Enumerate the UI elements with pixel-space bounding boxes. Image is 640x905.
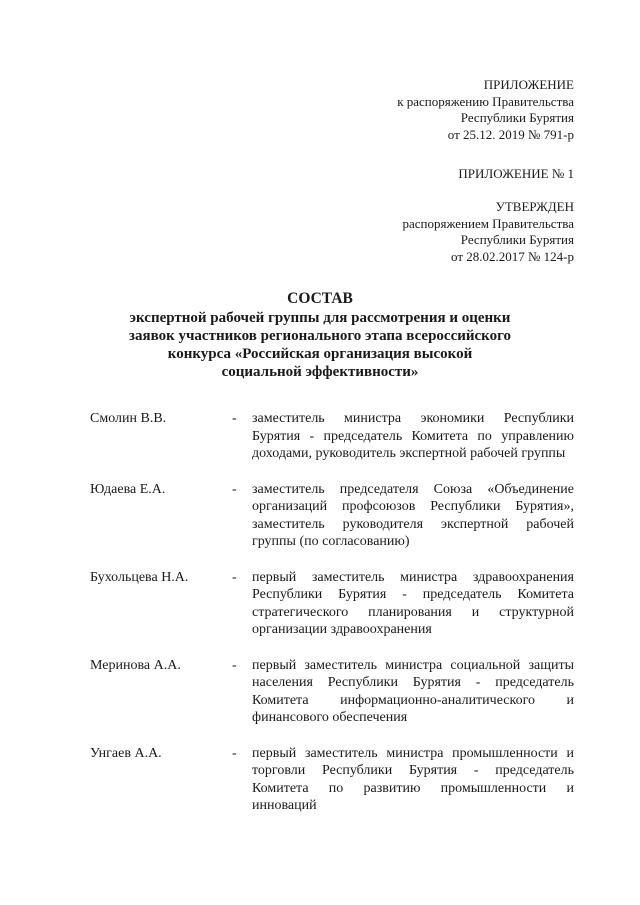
- appendix-1-label: ПРИЛОЖЕНИЕ № 1: [458, 166, 574, 181]
- member-role: первый заместитель министра промышленности и торговли Республики Бурятия - председатель Комитета по развитию промышленности и инноваций: [252, 745, 574, 813]
- member-dash: -: [232, 745, 237, 761]
- appendix-line: Республики Бурятия: [460, 110, 574, 125]
- member-name: Смолин В.В.: [90, 411, 167, 426]
- member-row: [90, 657, 574, 727]
- member-row: [90, 745, 574, 815]
- member-role: заместитель председателя Союза «Объединение организаций профсоюзов Республики Бурятия», заместитель руководителя экспертной рабочей группы (по согласованию): [252, 481, 574, 549]
- title-line: заявок участников регионального этапа всероссийского: [128, 328, 512, 344]
- title-line: социальной эффективности»: [221, 364, 419, 380]
- title-line: экспертной рабочей группы для рассмотрения и оценки: [129, 310, 511, 326]
- member-row: [90, 481, 574, 551]
- appendix-header: [397, 77, 574, 143]
- title-main: СОСТАВ: [287, 290, 353, 307]
- member-name: Меринова А.А.: [90, 657, 181, 673]
- approved-date: от 28.02.2017 № 124-р: [451, 248, 574, 264]
- member-role: первый заместитель министра социальной защиты населения Республики Бурятия - председатель Комитета информационно-аналитического и финансового обеспечения: [252, 657, 574, 725]
- member-name: Унгаев А.А.: [90, 745, 162, 761]
- member-dash: -: [232, 481, 237, 497]
- member-dash: -: [232, 411, 237, 426]
- member-role: первый заместитель министра здравоохранения Республики Бурятия - председатель Комитета стратегического планирования и структурной организации здравоохранения: [252, 569, 574, 637]
- member-name: Бухольцева Н.А.: [90, 569, 189, 585]
- member-row: [90, 410, 574, 463]
- document-title: [0, 290, 640, 381]
- member-row: [90, 569, 574, 639]
- appendix-line: к распоряжению Правительства: [397, 93, 574, 109]
- member-role: заместитель министра экономики Республики Бурятия - председатель Комитета по управлению доходами, руководитель экспертной рабочей группы: [252, 411, 574, 461]
- appendix-date: от 25.12. 2019 № 791-р: [447, 126, 574, 142]
- title-line: конкурса «Российская организация высокой: [167, 346, 473, 362]
- appendix-title: ПРИЛОЖЕНИЕ: [483, 77, 574, 92]
- approved-title: УТВЕРЖДЕН: [495, 199, 574, 214]
- approved-line: Республики Бурятия: [460, 232, 574, 247]
- appendix-1-header: [458, 166, 574, 183]
- approved-header: [402, 199, 574, 265]
- member-name: Юдаева Е.А.: [90, 481, 166, 497]
- member-dash: -: [232, 657, 237, 673]
- members-list: [90, 410, 574, 833]
- member-dash: -: [232, 569, 237, 585]
- approved-line: распоряжением Правительства: [402, 215, 574, 231]
